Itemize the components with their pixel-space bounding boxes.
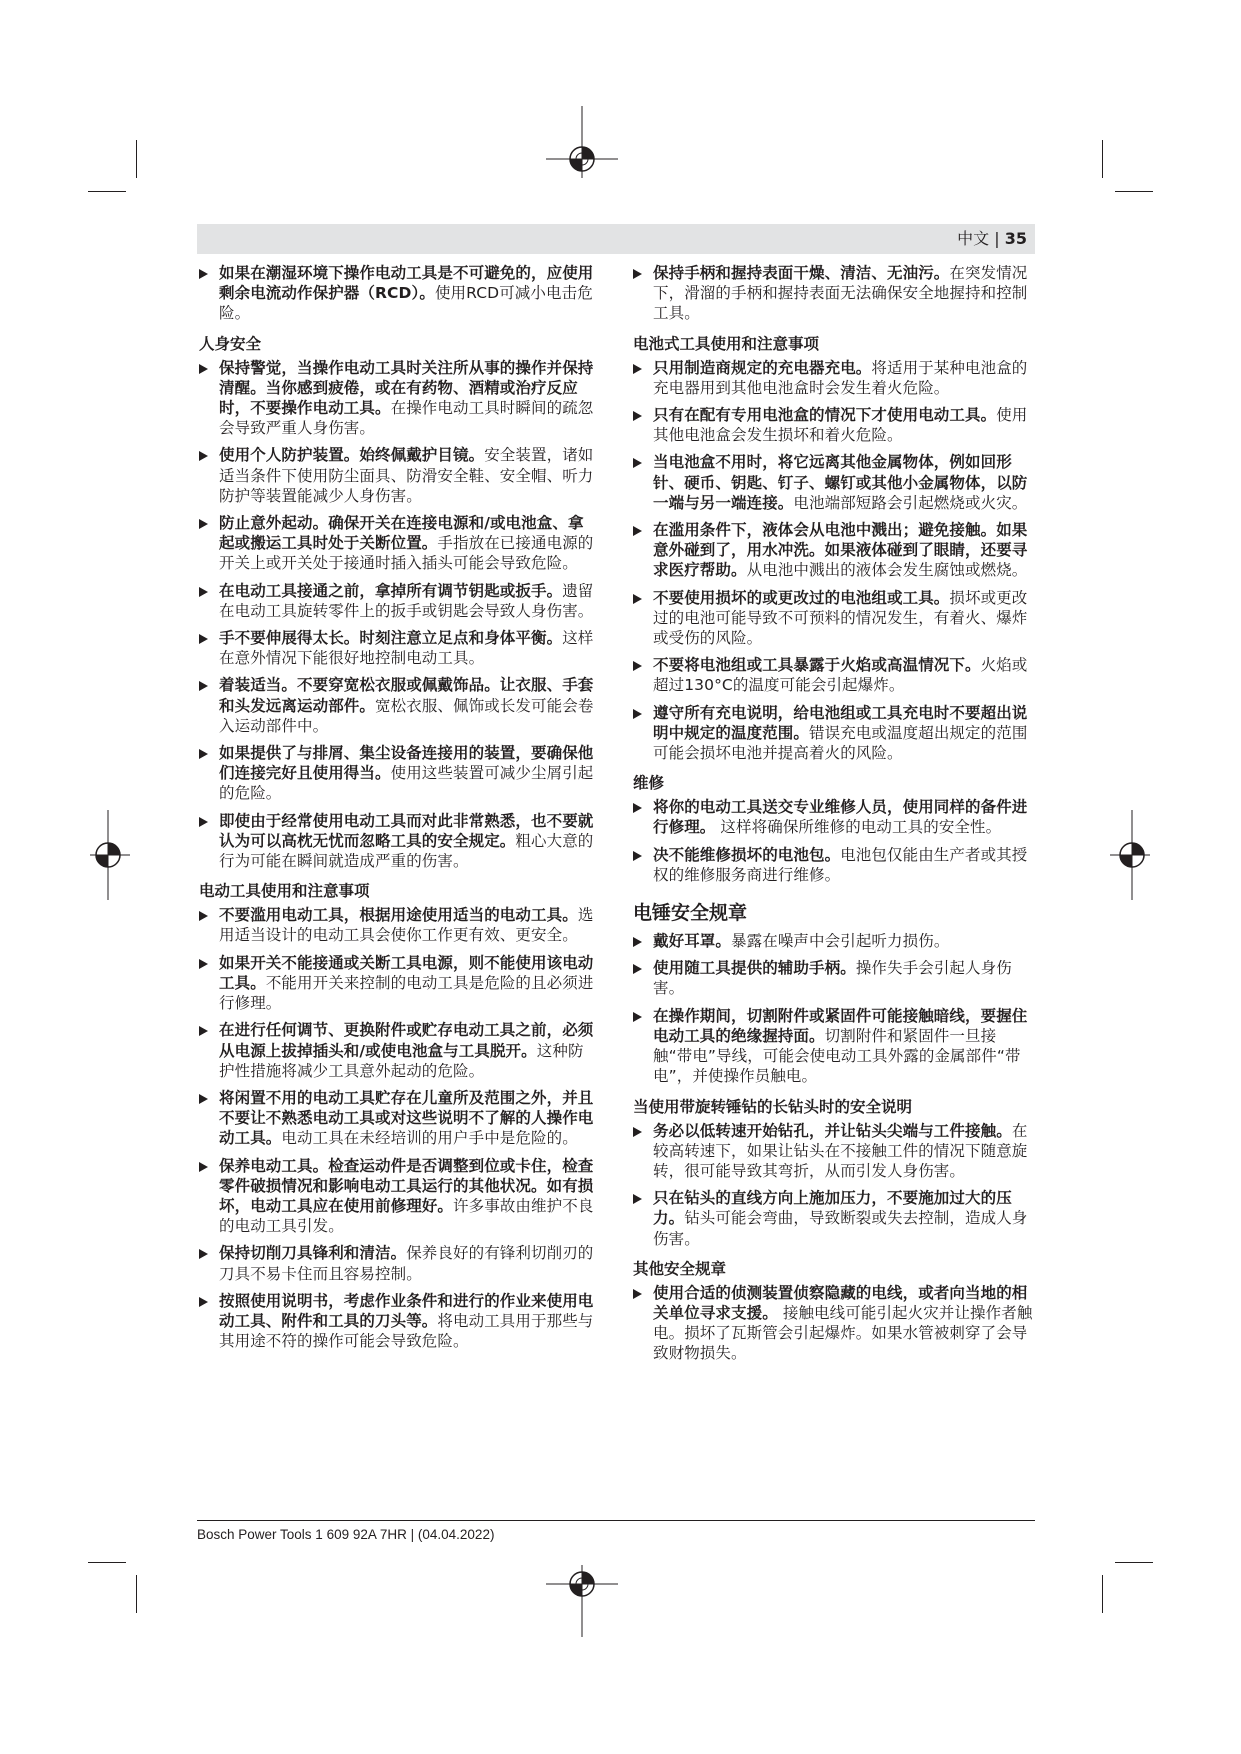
safety-item-text: 这样在意外情况下能很好地控制电动工具。 [219,629,594,668]
bullet-triangle-icon [199,1026,208,1036]
safety-item [199,358,599,439]
safety-item-text: 许多事故由维护不良的电动工具引发。 [219,1196,594,1236]
safety-item-bold: 不要将电池组或工具暴露于火焰或高温情况下。 [653,656,981,675]
safety-item [199,675,599,736]
safety-item-text: 安全装置，诸如适当条件下使用防尘面具、防滑安全鞋、安全帽、听力防护等装置能减少人身伤害。 [219,446,594,505]
safety-item-bold: 遵守所有充电说明，给电池组或工具充电时不要超出说明中规定的温度范围。 [653,703,1028,742]
footer-text: Bosch Power Tools 1 609 92A 7HR | (04.04.2022) [197,1527,495,1542]
safety-item-text: 火焰或超过130°C的温度可能会引起爆炸。 [653,656,1028,695]
right-column [633,263,1033,1371]
safety-item-bold: 如果开关不能接通或关断工具电源，则不能使用该电动工具。 [219,953,594,992]
safety-item-bold: 保持切削刀具锋利和清洁。 [219,1244,407,1263]
safety-item [633,655,1033,695]
registration-mark-right [1110,810,1150,900]
safety-item [633,1283,1033,1364]
safety-item-text: 从电池中溅出的液体会发生腐蚀或燃烧。 [746,561,1028,580]
safety-item-bold: 按照使用说明书，考虑作业条件和进行的作业来使用电动工具、附件和工具的刀头等。 [219,1291,594,1330]
safety-item [199,513,599,574]
safety-item-bold: 在操作期间，切割附件或紧固件可能接触暗线，要握住电动工具的绝缘握持面。 [653,1006,1028,1045]
safety-item [633,797,1033,837]
safety-item-text: 选用适当设计的电动工具会使你工作更有效、更安全。 [219,906,594,945]
bullet-triangle-icon [633,661,642,671]
safety-item-bold: 在进行任何调节、更换附件或贮存电动工具之前，必须从电源上拔掉插头和/或使电池盒与工具脱开。 [219,1021,594,1060]
safety-item-bold: 使用合适的侦测装置侦察隐藏的电线，或者向当地的相关单位寻求支援。 [653,1283,1028,1322]
safety-item-text: 接触电线可能引起火灾并让操作者触电。损坏了瓦斯管会引起爆炸。如果水管被刺穿了会导致财物损失。 [653,1303,1033,1363]
safety-item [633,405,1033,445]
safety-item-bold: 只有在配有专用电池盒的情况下才使用电动工具。 [653,406,997,425]
safety-item [633,1188,1033,1249]
safety-item-text: 电动工具在未经培训的用户手中是危险的。 [281,1129,578,1148]
page-number: 35 [1004,229,1027,248]
bullet-triangle-icon [199,519,208,529]
bullet-triangle-icon [633,964,642,974]
safety-item [199,1020,599,1081]
bullet-triangle-icon [199,681,208,691]
safety-item [199,953,599,1014]
safety-item-bold: 在电动工具接通之前，拿掉所有调节钥匙或扳手。 [219,581,563,600]
bullet-triangle-icon [199,1094,208,1104]
safety-item-text: 错误充电或温度超出规定的范围可能会损坏电池并提高着火的风险。 [653,723,1028,763]
safety-item [199,905,599,945]
bullet-triangle-icon [633,1012,642,1022]
safety-item-bold: 只用制造商规定的充电器充电。 [653,358,872,377]
bullet-triangle-icon [199,749,208,759]
safety-item-bold: 使用个人防护装置。始终佩戴护目镜。 [219,446,485,465]
bullet-triangle-icon [633,526,642,536]
safety-item [199,811,599,872]
safety-item-text: 在突发情况下，滑溜的手柄和握持表面无法确保安全地握持和控制工具。 [653,264,1028,323]
bullet-triangle-icon [633,1194,642,1204]
safety-item-bold: 务必以低转速开始钻孔，并让钻头尖端与工件接触。 [653,1121,1012,1140]
bullet-triangle-icon [199,364,208,374]
bullet-triangle-icon [199,817,208,827]
safety-item-text: 使用这些装置可减少尘屑引起的危险。 [219,764,594,803]
safety-item-text: 切割附件和紧固件一旦接触“带电”导线，可能会使电动工具外露的金属部件“带电”，并使操作员触电。 [653,1026,1021,1086]
safety-item-text: 钻头可能会弯曲，导致断裂或失去控制，造成人身伤害。 [653,1209,1028,1248]
safety-item [199,1088,599,1149]
safety-item-bold: 防止意外起动。确保开关在连接电源和/或电池盒、拿起或搬运工具时处于关断位置。 [219,514,584,553]
page-header-label [957,227,1027,251]
safety-item-text: 电池包仅能由生产者或其授权的维修服务商进行维修。 [653,845,1028,884]
safety-item [199,263,599,324]
bullet-triangle-icon [633,458,642,468]
bullet-triangle-icon [199,911,208,921]
bullet-triangle-icon [199,1297,208,1307]
bullet-triangle-icon [199,451,208,461]
safety-item [633,703,1033,764]
safety-item-text: 损坏或更改过的电池可能导致不可预料的情况发生，有着火、爆炸或受伤的风险。 [653,588,1028,648]
safety-item [199,445,599,506]
left-column [199,263,599,1358]
safety-item-text: 使用其他电池盒会发生损坏和着火危险。 [653,406,1028,445]
safety-item-bold: 如果提供了与排屑、集尘设备连接用的装置，要确保他们连接完好且使用得当。 [219,744,594,783]
subsection-heading: 维修 [633,774,665,793]
safety-item-bold: 着装适当。不要穿宽松衣服或佩戴饰品。让衣服、手套和头发远离运动部件。 [219,676,594,715]
safety-item-text: 粗心大意的行为可能在瞬间就造成严重的伤害。 [219,831,594,871]
bullet-triangle-icon [199,634,208,644]
safety-item [633,358,1033,398]
safety-item-text: 这种防护性措施将减少工具意外起动的危险。 [219,1041,584,1080]
safety-item [633,263,1033,324]
safety-item-text: 在较高转速下，如果让钻头在不接触工件的情况下随意旋转，很可能导致其弯折，从而引发人身伤害。 [653,1121,1028,1180]
bullet-triangle-icon [199,959,208,969]
registration-mark-left [90,810,130,900]
registration-mark-bottom [546,1565,618,1637]
bullet-triangle-icon [633,709,642,719]
subsection-heading: 电池式工具使用和注意事项 [633,334,820,353]
safety-item [199,581,599,621]
safety-item-bold: 只在钻头的直线方向上施加压力，不要施加过大的压力。 [653,1189,1012,1228]
safety-item-text: 电池端部短路会引起燃烧或火灾。 [793,493,1028,512]
safety-item-text: 这样将确保所维修的电动工具的安全性。 [715,818,1002,837]
safety-item [633,958,1033,998]
safety-item [199,1291,599,1352]
safety-item [199,1243,599,1283]
safety-item-text: 操作失手会引起人身伤害。 [653,959,1012,998]
safety-item-bold: 如果在潮湿环境下操作电动工具是不可避免的，应使用剩余电流动作保护器（RCD）。 [219,264,594,303]
safety-item-bold: 手不要伸展得太长。时刻注意立足点和身体平衡。 [219,629,563,648]
bullet-triangle-icon [633,1289,642,1299]
bullet-triangle-icon [633,937,642,947]
safety-item-bold: 在滥用条件下，液体会从电池中溅出；避免接触。如果意外碰到了，用水冲洗。如果液体碰到了眼睛，还要寻求医疗帮助。 [653,521,1028,580]
bullet-triangle-icon [199,269,208,279]
bullet-triangle-icon [633,1127,642,1137]
subsection-heading: 电动工具使用和注意事项 [199,882,370,901]
safety-item-bold: 保养电动工具。检查运动件是否调整到位或卡住，检查零件破损情况和影响电动工具运行的其他状况。如有损坏，电动工具应在使用前修理好。 [219,1156,594,1215]
safety-item-text: 不能用开关来控制的电动工具是危险的且必须进行修理。 [219,973,594,1013]
safety-item [199,743,599,804]
safety-item [633,588,1033,649]
bullet-triangle-icon [633,364,642,374]
safety-item-text: 将适用于某种电池盒的充电器用到其他电池盒时会发生着火危险。 [653,358,1028,397]
safety-item [199,628,599,668]
safety-item [633,1006,1033,1087]
safety-item [633,845,1033,885]
safety-item-text: 暴露在噪声中会引起听力损伤。 [731,932,950,951]
safety-item-text: 将电动工具用于那些与其用途不符的操作可能会导致危险。 [219,1311,594,1351]
safety-item-bold: 将闲置不用的电动工具贮存在儿童所及范围之外，并且不要让不熟悉电动工具或对这些说明不了解的人操作电动工具。 [219,1088,594,1148]
safety-item-text: 使用RCD可减小电击危险。 [219,284,593,323]
safety-item [633,931,1033,951]
safety-item [633,452,1033,513]
bullet-triangle-icon [633,803,642,813]
safety-item-text: 宽松衣服、佩饰或长发可能会卷入运动部件中。 [219,696,594,735]
section-title: 电锤安全规章 [633,902,748,925]
subsection-heading: 其他安全规章 [633,1259,727,1278]
bullet-triangle-icon [633,594,642,604]
bullet-triangle-icon [633,269,642,279]
safety-item-text: 在操作电动工具时瞬间的疏忽会导致严重人身伤害。 [219,399,594,438]
safety-item-text: 遗留在电动工具旋转零件上的扳手或钥匙会导致人身伤害。 [219,581,594,620]
safety-item-bold: 即使由于经常使用电动工具而对此非常熟悉，也不要就认为可以高枕无忧而忽略工具的安全规定。 [219,811,594,850]
bullet-triangle-icon [633,411,642,421]
bullet-triangle-icon [199,587,208,597]
safety-item-text: 手指放在已接通电源的开关上或开关处于接通时插入插头可能会导致危险。 [219,534,594,573]
safety-item [633,1121,1033,1182]
header-separator: | [994,229,1000,248]
safety-item-bold: 保持手柄和握持表面干燥、清洁、无油污。 [653,264,950,282]
bullet-triangle-icon [633,851,642,861]
safety-item-bold: 不要使用损坏的或更改过的电池组或工具。 [653,588,950,607]
bullet-triangle-icon [199,1249,208,1259]
safety-item-bold: 决不能维修损坏的电池包。 [653,845,841,864]
safety-item-text: 保养良好的有锋利切削刃的刀具不易卡住而且容易控制。 [219,1244,594,1283]
subsection-heading: 人身安全 [199,334,262,353]
safety-item-bold: 戴好耳罩。 [653,932,732,951]
footer-rule [197,1520,1035,1521]
language-label: 中文 [957,229,990,248]
registration-mark-top [546,106,618,178]
safety-item-bold: 当电池盒不用时，将它远离其他金属物体，例如回形针、硬币、钥匙、钉子、螺钉或其他小金属物体，以防一端与另一端连接。 [653,453,1028,512]
safety-item-bold: 将你的电动工具送交专业维修人员，使用同样的备件进行修理。 [653,798,1028,837]
safety-item-bold: 不要滥用电动工具，根据用途使用适当的电动工具。 [219,906,578,925]
safety-item [633,520,1033,581]
subsection-heading: 当使用带旋转锤钻的长钻头时的安全说明 [633,1097,913,1116]
safety-item-bold: 使用随工具提供的辅助手柄。 [653,959,856,978]
safety-item [199,1156,599,1237]
page-header [197,224,1035,254]
bullet-triangle-icon [199,1162,208,1172]
safety-item-bold: 保持警觉，当操作电动工具时关注所从事的操作并保持清醒。当你感到疲倦，或在有药物、酒精或治疗反应时，不要操作电动工具。 [219,358,594,418]
